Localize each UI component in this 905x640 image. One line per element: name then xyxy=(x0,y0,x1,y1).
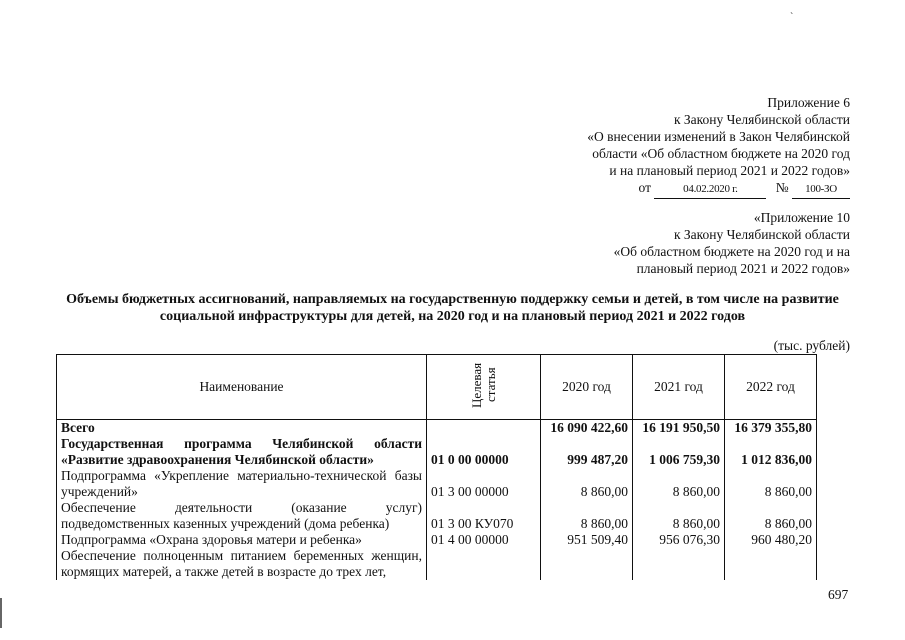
table-row xyxy=(57,500,817,532)
appendix-line: «О внесении изменений в Закон Челябинской xyxy=(587,129,850,144)
budget-table xyxy=(56,354,817,580)
scan-edge-line xyxy=(0,598,2,628)
header-code xyxy=(427,355,541,420)
table-row xyxy=(57,436,817,468)
row-2020-cell xyxy=(541,548,633,580)
law-date: 04.02.2020 г. xyxy=(654,181,766,199)
appendix-line: «Об областном бюджете на 2020 год и на xyxy=(613,244,850,259)
law-number: 100-ЗО xyxy=(792,181,850,199)
appendix-line: плановый период 2021 и 2022 годов» xyxy=(636,261,850,276)
row-2020-cell: 16 090 422,60 xyxy=(541,420,633,437)
row-name-cell: Подпрограмма «Укрепление материально-технической базы учреждений» xyxy=(57,468,427,500)
table-row xyxy=(57,468,817,500)
row-2021-cell: 8 860,00 xyxy=(633,468,725,500)
row-2020-cell: 8 860,00 xyxy=(541,468,633,500)
title-line: Объемы бюджетных ассигнований, направляемых на государственную поддержку семьи и детей, в том числе на развитие xyxy=(66,292,839,307)
appendix-line: области «Об областном бюджете на 2020 год xyxy=(592,146,850,161)
header-2021: 2021 год xyxy=(633,355,725,420)
header-name: Наименование xyxy=(57,355,427,420)
units-label: (тыс. рублей) xyxy=(773,338,850,353)
appendix-line: к Закону Челябинской области xyxy=(673,112,850,127)
row-2022-cell: 1 012 836,00 xyxy=(725,436,817,468)
row-2021-cell: 8 860,00 xyxy=(633,500,725,532)
row-code-cell xyxy=(427,420,541,437)
signature-line xyxy=(587,179,850,199)
row-2022-cell: 8 860,00 xyxy=(725,468,817,500)
row-2021-cell: 1 006 759,30 xyxy=(633,436,725,468)
row-code-cell xyxy=(427,548,541,580)
appendix-line: «Приложение 10 xyxy=(753,210,850,225)
table-row xyxy=(57,420,817,437)
row-2021-cell: 16 191 950,50 xyxy=(633,420,725,437)
appendix-line: к Закону Челябинской области xyxy=(673,227,850,242)
row-2022-cell xyxy=(725,548,817,580)
row-2020-cell: 951 509,40 xyxy=(541,532,633,548)
from-label: от xyxy=(638,180,651,195)
table-row xyxy=(57,532,817,548)
row-code-cell: 01 4 00 00000 xyxy=(427,532,541,548)
table-row xyxy=(57,548,817,580)
table-body xyxy=(57,420,817,581)
row-2021-cell: 956 076,30 xyxy=(633,532,725,548)
row-2022-cell: 16 379 355,80 xyxy=(725,420,817,437)
appendix-10-block xyxy=(614,209,850,277)
row-2020-cell: 999 487,20 xyxy=(541,436,633,468)
appendix-6-block xyxy=(587,94,850,199)
appendix-line: Приложение 6 xyxy=(767,95,850,110)
title-line: социальной инфраструктуры для детей, на 2020 год и на плановый период 2021 и 2022 годов xyxy=(159,309,746,324)
row-name-cell: Подпрограмма «Охрана здоровья матери и ребенка» xyxy=(57,532,427,548)
page-number: 697 xyxy=(828,587,849,602)
document-title xyxy=(40,291,865,325)
row-code-cell: 01 3 00 00000 xyxy=(427,468,541,500)
header-2022: 2022 год xyxy=(725,355,817,420)
row-2022-cell: 8 860,00 xyxy=(725,500,817,532)
number-label: № xyxy=(775,180,789,195)
appendix-line: и на плановый период 2021 и 2022 годов» xyxy=(609,163,850,178)
row-name-cell: Государственная программа Челябинской области «Развитие здравоохранения Челябинской области» xyxy=(57,436,427,468)
header-code-text: Целевая статья xyxy=(468,362,498,408)
row-2022-cell: 960 480,20 xyxy=(725,532,817,548)
row-code-cell: 01 0 00 00000 xyxy=(427,436,541,468)
row-2021-cell xyxy=(633,548,725,580)
scan-mark: ` xyxy=(790,12,794,23)
header-2020: 2020 год xyxy=(541,355,633,420)
row-2020-cell: 8 860,00 xyxy=(541,500,633,532)
table-header-row xyxy=(57,355,817,420)
row-name-cell: Всего xyxy=(57,420,427,437)
row-name-cell: Обеспечение полноценным питанием беременных женщин, кормящих матерей, а также детей в возрасте до трех лет, xyxy=(57,548,427,580)
row-name-cell: Обеспечение деятельности (оказание услуг) подведомственных казенных учреждений (дома ребенка) xyxy=(57,500,427,532)
row-code-cell: 01 3 00 КУ070 xyxy=(427,500,541,532)
